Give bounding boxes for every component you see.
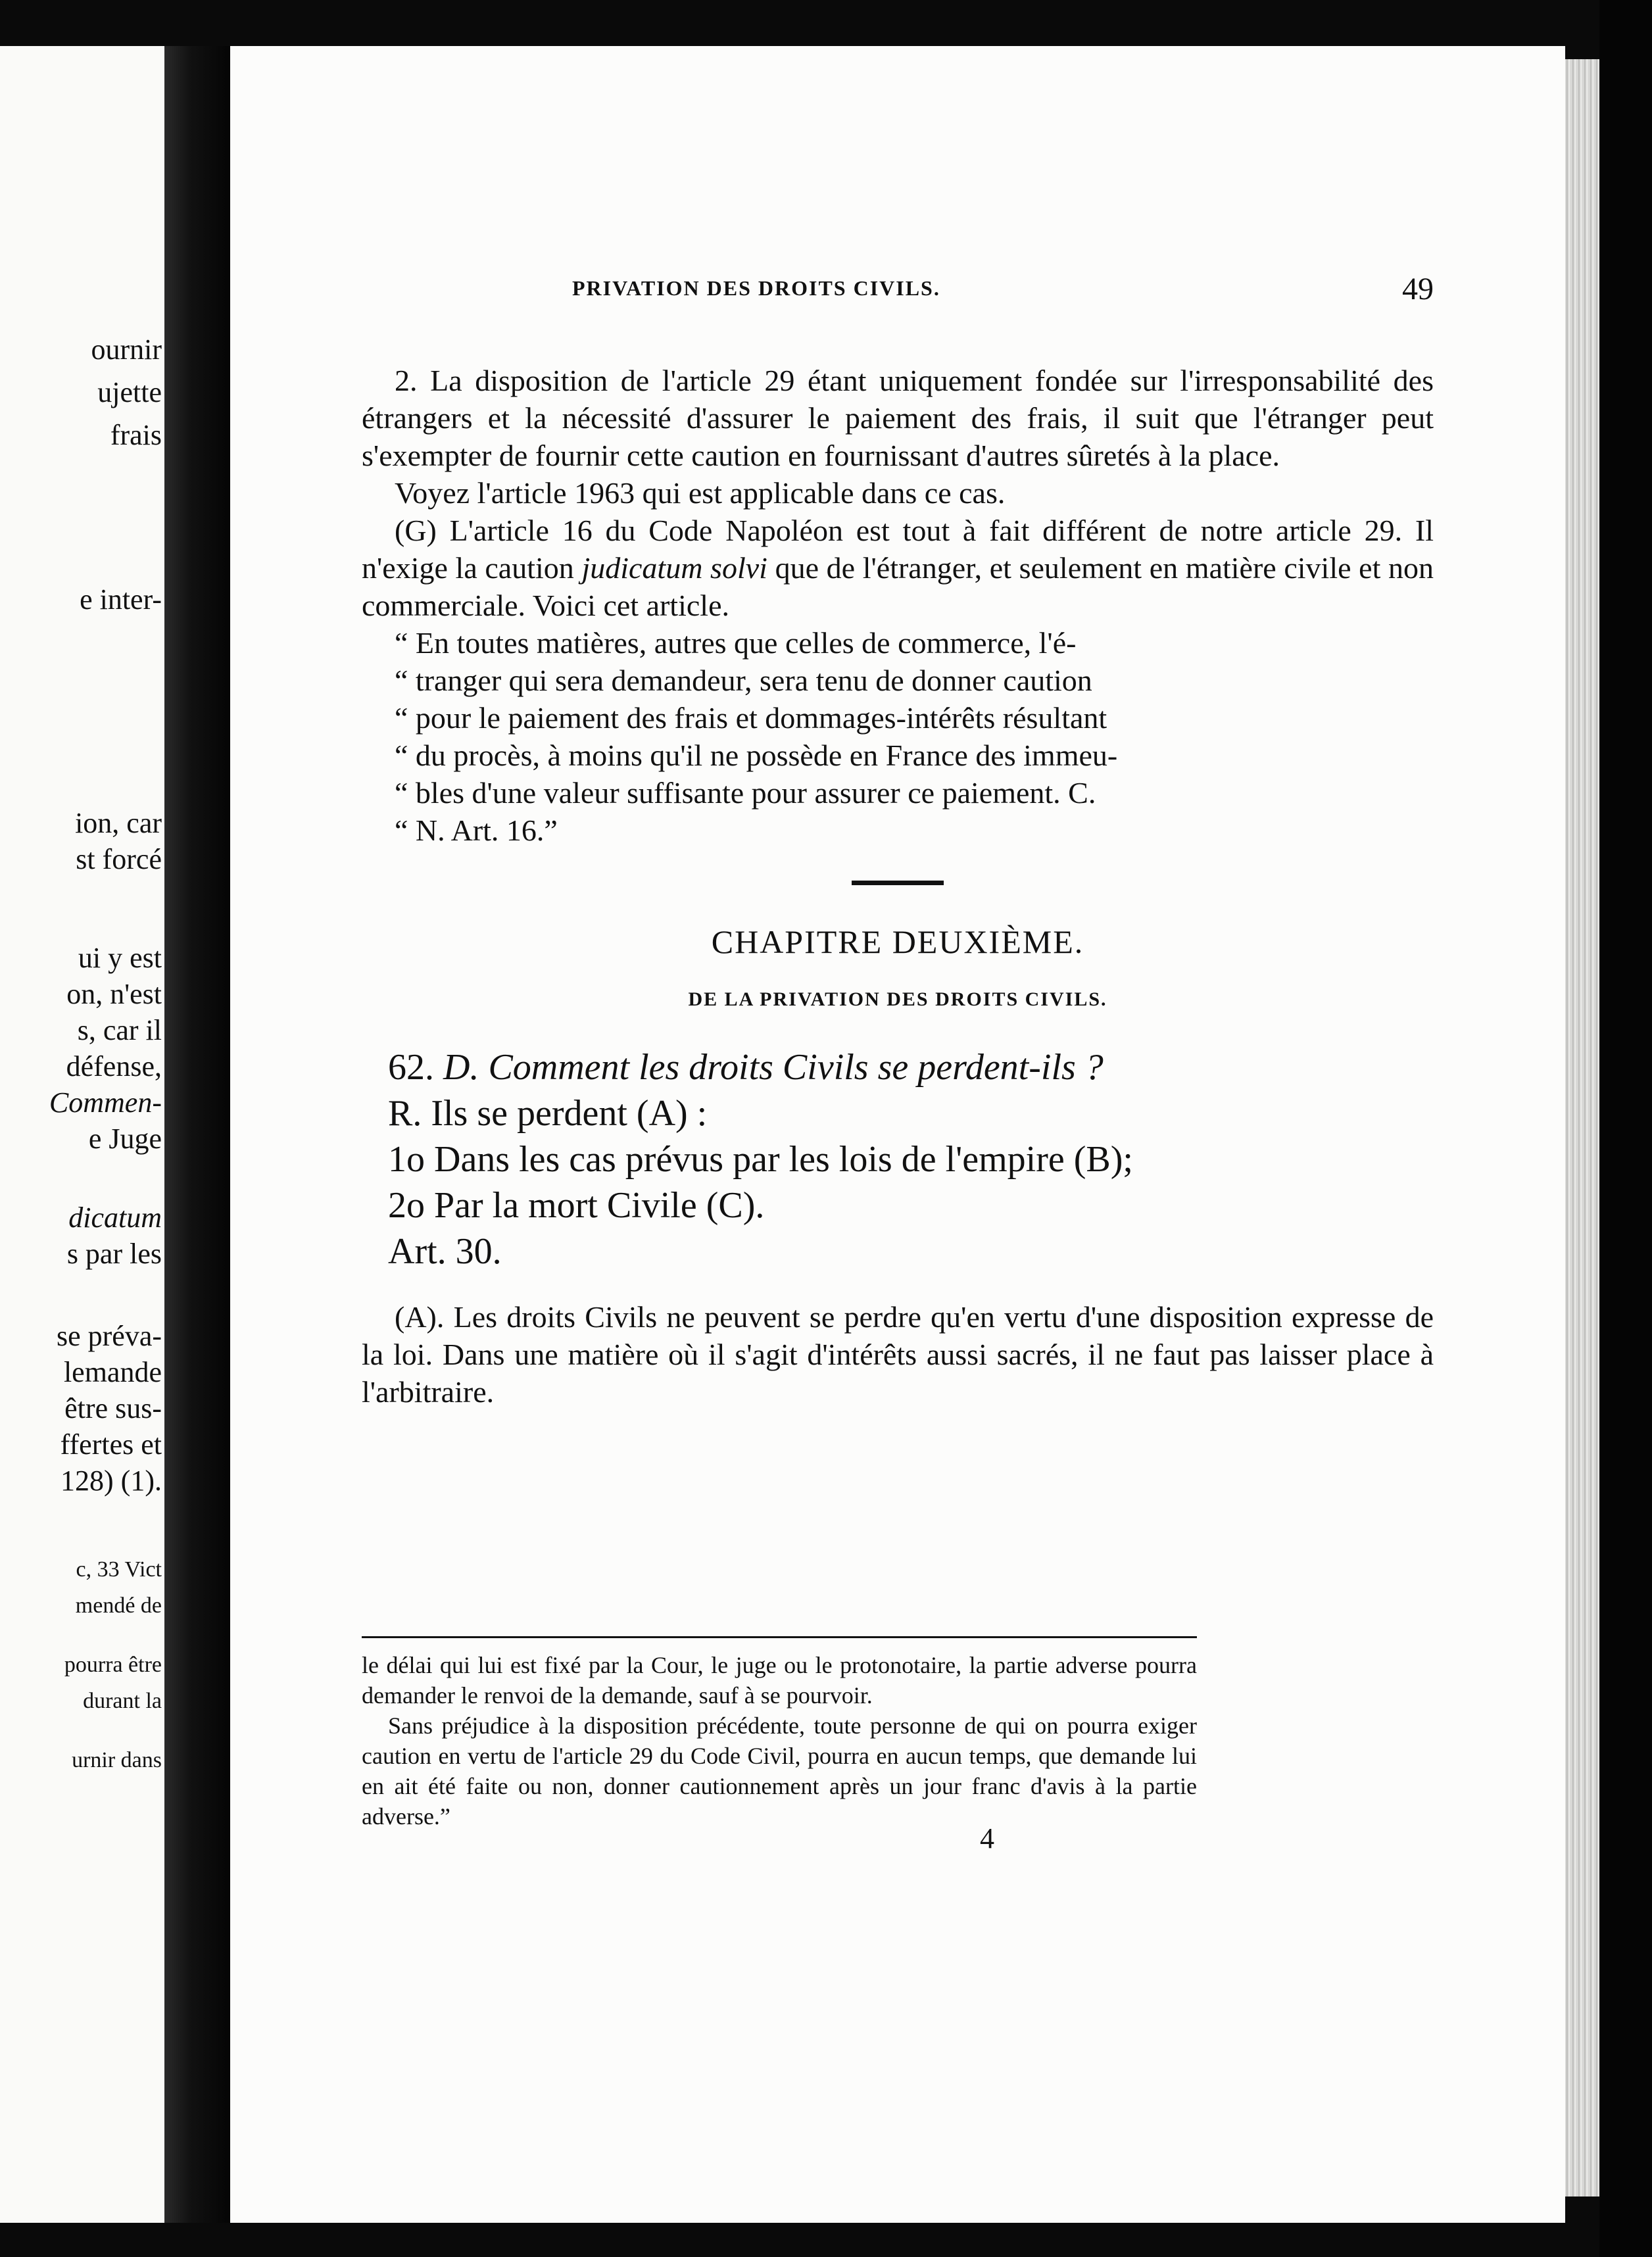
paragraph: Voyez l'article 1963 qui est applicable dans ce cas. — [395, 476, 1006, 510]
signature-mark: 4 — [980, 1822, 994, 1855]
left-fragment: frais — [110, 419, 162, 451]
chapter-title: CHAPITRE DEUXIÈME. — [711, 923, 1084, 960]
paragraph: 2. La disposition de l'article 29 étant uniquement fondée sur l'irresponsabilité des étrangers et la nécessité d'assurer le paiement des frais, il suit que l'étranger peut s'exempter de fournir cette caution en fournissant d'autres sûretés à la place. — [362, 364, 1434, 472]
quote-line: “ bles d'une valeur suffisante pour assurer ce paiement. C. — [395, 776, 1096, 810]
running-head — [572, 272, 1434, 316]
left-fragment: défense, — [66, 1050, 162, 1082]
paragraph-text: que de l'étranger, et seulement en matière civile et non commerciale. Voici cet article. — [362, 551, 1434, 622]
section-divider — [852, 881, 944, 885]
chapter-subtitle: DE LA PRIVATION DES DROITS CIVILS. — [688, 988, 1107, 1010]
page-number: 49 — [1402, 272, 1434, 306]
left-fragment: ffertes et — [60, 1428, 162, 1461]
answer-item: 2o Par la mort Civile (C). — [388, 1185, 765, 1226]
footnote-text: le délai qui lui est fixé par la Cour, le juge ou le protonotaire, la partie adverse pourra demander le renvoi de la demande, sauf à se pourvoir. — [362, 1652, 1197, 1709]
paragraph — [362, 512, 1434, 624]
question-text: D. Comment les droits Civils se perdent-ils ? — [443, 1047, 1104, 1088]
left-fragment: Commen- — [49, 1086, 162, 1119]
left-fragment: pourra être — [64, 1653, 162, 1677]
left-fragment: mendé de — [75, 1593, 162, 1618]
left-fragment: c, 33 Vict — [76, 1557, 162, 1582]
background-edge — [1599, 0, 1652, 2257]
left-fragment: e Juge — [88, 1123, 162, 1155]
left-fragment: ujette — [97, 376, 162, 408]
quote-line: “ du procès, à moins qu'il ne possède en France des immeu- — [395, 739, 1118, 772]
left-fragment: ui y est — [78, 942, 162, 974]
paragraph-text: (G) L'article 16 du Code Napoléon est tout à fait différent de notre article 29. Il n'exige la caution — [362, 514, 1434, 585]
left-fragment: s par les — [66, 1238, 162, 1270]
left-fragment: lemande — [63, 1356, 162, 1388]
quote-line: “ En toutes matières, autres que celles de commerce, l'é- — [395, 626, 1077, 660]
left-fragment: durant la — [83, 1689, 162, 1713]
page-edges — [1565, 59, 1599, 2196]
left-fragment: dicatum — [68, 1201, 162, 1234]
book-page — [230, 46, 1565, 2223]
question — [362, 1044, 1434, 1090]
article-reference: Art. 30. — [388, 1231, 502, 1272]
answer-line: R. Ils se perdent (A) : — [388, 1093, 708, 1134]
left-fragment: e inter- — [80, 583, 162, 616]
footnotes — [362, 1650, 1197, 1832]
quote-line: “ N. Art. 16.” — [395, 813, 558, 847]
left-facing-page — [0, 46, 164, 2223]
left-fragment: être sus- — [64, 1392, 162, 1424]
note-paragraph: (A). Les droits Civils ne peuvent se perdre qu'en vertu d'une disposition expresse de la loi. Dans une matière où il s'agit d'intérêts aussi sacrés, il ne faut pas laisser place à l'arbitraire. — [362, 1300, 1434, 1409]
running-title: PRIVATION DES DROITS CIVILS. — [572, 276, 940, 300]
latin-term: judicatum solvi — [581, 551, 767, 585]
left-fragment: 128) (1). — [61, 1465, 162, 1497]
left-fragment: urnir dans — [72, 1748, 162, 1772]
answer-item: 1o Dans les cas prévus par les lois de l'empire (B); — [388, 1139, 1133, 1180]
left-fragment: st forcé — [76, 843, 162, 875]
quotation-block — [362, 624, 1434, 849]
left-fragment: ion, car — [75, 807, 162, 839]
left-fragment: ournir — [91, 333, 162, 366]
question-number: 62. — [388, 1047, 434, 1088]
left-fragment: s, car il — [77, 1014, 162, 1046]
page-body — [362, 362, 1434, 1411]
footnote-rule — [362, 1636, 1197, 1638]
left-fragment: se préva- — [56, 1320, 162, 1352]
footnote-area — [362, 1618, 1434, 1832]
quote-line: “ tranger qui sera demandeur, sera tenu de donner caution — [395, 664, 1092, 697]
left-fragment: on, n'est — [66, 978, 162, 1010]
quote-line: “ pour le paiement des frais et dommages-intérêts résultant — [395, 701, 1107, 735]
book-gutter — [164, 46, 230, 2223]
footnote-text: Sans préjudice à la disposition précédente, toute personne de qui on pourra exiger caution en vertu de l'article 29 du Code Civil, pourra en aucun temps, que demande lui en ait été faite ou non, donner cautionnement après un jour franc d'avis à la partie adverse.” — [362, 1712, 1197, 1830]
